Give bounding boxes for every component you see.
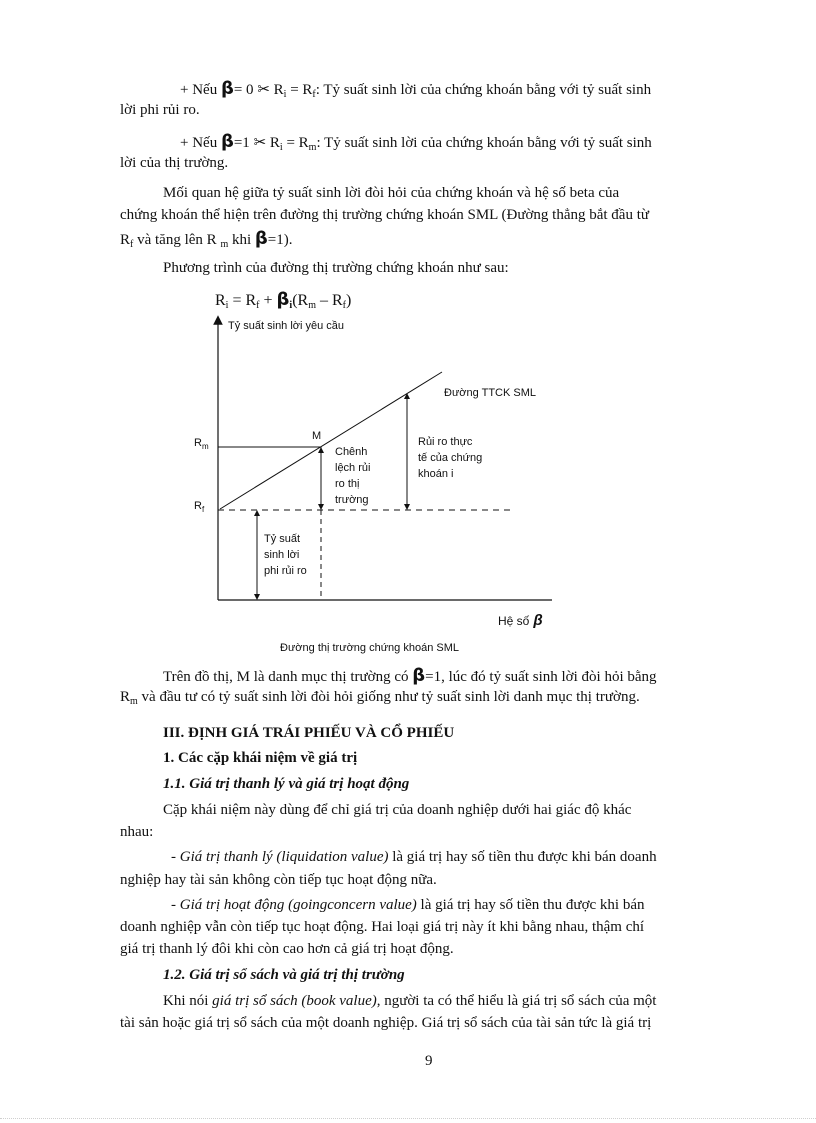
para3-line3: $R_f$ và tăng lên R $_m$ khi β=1).: [120, 228, 293, 250]
sml-line-label: Đường TTCK SML: [444, 387, 537, 399]
section-heading: III. ĐỊNH GIÁ TRÁI PHIẾU VÀ CỔ PHIẾU: [163, 725, 455, 741]
annotation-riskfree: Tỷ suất sinh lời phi rủi ro: [264, 533, 307, 577]
para2-line1: + Nếu β=1 ✂ $R_i = R_m$: Tỷ suất sinh lời của chứng khoán bằng với tỷ suất sinh: [180, 131, 652, 153]
sml-line: [220, 372, 442, 509]
para4-line1: Phương trình của đường thị trường chứng khoán như sau:: [163, 260, 509, 276]
subsection-1-1-heading: 1.1. Giá trị thanh lý và giá trị hoạt động: [163, 776, 410, 792]
annotation-market: Chênh lệch rủi ro thị trường: [335, 446, 371, 506]
para3-line1: Mối quan hệ giữa tỷ suất sinh lời đòi hỏi của chứng khoán và hệ số beta của: [163, 185, 620, 201]
para5-line1: Trên đồ thị, M là danh mục thị trường có β=1, lúc đó tỷ suất sinh lời đòi hỏi bằng: [163, 665, 657, 686]
subsection-1-2-heading: 1.2. Giá trị sổ sách và giá trị thị trường: [163, 967, 405, 983]
annotation-actual: Rủi ro thực tế của chứng khoán i: [418, 436, 483, 480]
beta-symbol: β: [412, 665, 426, 686]
beta-symbol: β: [276, 289, 290, 310]
para1-line1: + Nếu β= 0 ✂ $R_i = R_f$: Tỷ suất sinh lời của chứng khoán bằng với tỷ suất sinh: [180, 78, 652, 100]
chart-caption: Đường thị trường chứng khoán SML: [280, 642, 459, 654]
beta-symbol: β: [220, 78, 234, 99]
beta-symbol: β: [254, 228, 268, 249]
para2-line2: lời của thị trường.: [120, 155, 229, 171]
para3-line2: chứng khoán thể hiện trên đường thị trường chứng khoán SML (Đường thẳng bắt đầu từ: [120, 207, 650, 223]
x-axis-label: Hệ số β: [498, 612, 543, 629]
para6-line1: Cặp khái niệm này dùng để chỉ giá trị của doanh nghiệp dưới hai giác độ khác: [163, 802, 632, 818]
para9-line1: Khi nói giá trị sổ sách (book value), người ta có thể hiểu là giá trị sổ sách của một: [163, 993, 657, 1009]
y-axis-label: Tỷ suất sinh lời yêu cầu: [228, 320, 345, 332]
para9-line2: tài sản hoặc giá trị sổ sách của một doanh nghiệp. Giá trị sổ sách của tài sản tức là giá trị: [120, 1015, 652, 1031]
sml-formula: $R_i = R_f + \beta_i(R_m - R_f)$: [215, 289, 352, 311]
para1-line2: lời phi rủi ro.: [120, 102, 200, 118]
para7-line2: nghiệp hay tài sản không còn tiếp tục hoạt động nữa.: [120, 872, 437, 888]
para8-line1: - Giá trị hoạt động (goingconcern value) là giá trị hay số tiền thu được khi bán: [171, 897, 645, 913]
scissors-icon: ✂: [253, 135, 267, 151]
y-tick-rm: $R_m$: [194, 437, 209, 451]
para7-line1: - Giá trị thanh lý (liquidation value) là giá trị hay số tiền thu được khi bán doanh: [171, 849, 657, 865]
sml-chart: [180, 312, 580, 657]
para6-line2: nhau:: [120, 824, 154, 840]
footer-divider: [0, 1118, 816, 1120]
point-m-label: M: [312, 430, 322, 442]
y-tick-rf: $R_f$: [194, 500, 205, 514]
page-number: 9: [425, 1053, 433, 1069]
para8-line2: doanh nghiệp vẫn còn tiếp tục hoạt động. Hai loại giá trị này ít khi bằng nhau, thậm chí: [120, 919, 645, 935]
subsection-1-heading: 1. Các cặp khái niệm về giá trị: [163, 750, 358, 766]
para8-line3: giá trị thanh lý đôi khi còn cao hơn cả giá trị hoạt động.: [120, 941, 454, 957]
para5-line2: $R_m$ và đầu tư có tỷ suất sinh lời đòi hỏi giống như tỷ suất sinh lời danh mục thị trường.: [120, 689, 640, 707]
beta-symbol: β: [220, 131, 234, 152]
scissors-icon: ✂: [257, 82, 270, 98]
